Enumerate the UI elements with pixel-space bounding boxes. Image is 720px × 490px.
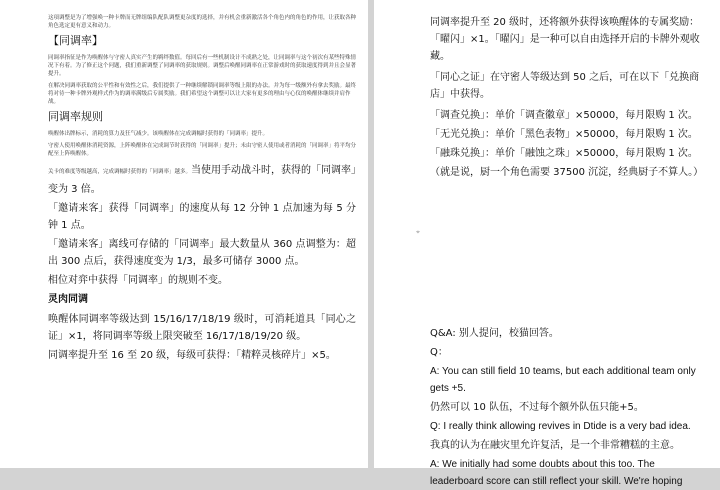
soul-sync-item: 唤醒体同调率等级达到 15/16/17/18/19 级时，可消耗道具「同心之证」×1，将同调率等级上限突破至 16/17/18/19/20 级。 xyxy=(48,314,356,342)
answer-english: A: We initially had some doubts about this too. The leaderboard score can still reflect your skill. We're hoping xyxy=(430,459,683,487)
rule-large-text: 当使用手动战斗时，获得的「同调率」变为 3 倍。 xyxy=(48,165,357,195)
page-gap xyxy=(430,183,708,325)
text-cursor-icon: ⌖ xyxy=(416,228,420,236)
rule-item: 「邀请来客」获得「同调率」的速度从每 12 分钟 1 点加速为每 5 分钟 1 点。 xyxy=(48,203,356,231)
right-page xyxy=(374,0,720,487)
soul-sync-item: 同调率提升至 16 至 20 级，每级可获得：「精粹灵核碎片」×5。 xyxy=(48,350,336,361)
reward-paragraph: 同调率提升至 20 级时，还将额外获得该唤醒体的专属奖励：「曜闪」×1。「曜闪」是一种可以自由选择开启的卡牌外观收藏。 xyxy=(430,17,700,62)
question-label: Q： xyxy=(430,347,448,358)
intro-paragraph: 这项调整是为了增强唤一种卡牌而无牌组编队配队调整更杂度的选择，并有机会重新激活各个角色内的角色的作用，让获取各种角色选定更有意义和动力。 xyxy=(48,15,357,29)
heading-soul-sync: 灵肉同调 xyxy=(48,294,88,305)
qa-title: Q&A: 别人提问，校猫回答。 xyxy=(430,328,559,339)
question-english: Q: I really think allowing revives in Dtide is a very bad idea. xyxy=(430,421,691,432)
resonance-paragraph-a: 同调率指征是作为唤醒体与守密人真实产生的羁绊数值。每回后有一些机制设计不成熟之处，让同调率与这个初次有某些特殊情况下有着。为了修正这个问题，我们重新调整了同调率的获取规则。调整后唤醒同调率在正常游戏时的获取速度得到并且会显著提升。 xyxy=(48,55,357,77)
resonance-paragraph-b: 在解决同调率获取的公平性和有效性之后，我们提供了一种继续解锁同调率等级上限的办法。并为每一级额外有拿去奖励。最终将对待一种卡牌外观样式作为的调率满级后专属奖励。我们希望这个调整可以让大家有更多的理由与心仪的唤醒体继续并肩作战。 xyxy=(48,83,357,105)
question-chinese: 我真的认为在融灾里允许复活，是一个非常糟糕的主意。 xyxy=(430,440,680,451)
answer-english: A: You can still field 10 teams, but each additional team only gets +5. xyxy=(430,366,696,394)
answer-chinese: 仍然可以 10 队伍，不过每个额外队伍只能+5。 xyxy=(430,402,644,413)
rule-item: 「邀请来客」离线可存储的「同调率」最大数量从 360 点调整为：超出 300 点后，获得速度变为 1/3，最多可储存 3000 点。 xyxy=(48,239,356,267)
rule-small-text: 关卡的难度等级越高，完成调幅时获得的「同调率」越多。 xyxy=(48,169,192,175)
rule-item: 守密人使用唤醒体消耗资源，上阵唤醒体在完成调节时获得的「同调率」提升；未由守密人使用或者消耗的「同调率」将平均分配至上阵唤醒体。 xyxy=(48,143,357,157)
rule-item-mixed xyxy=(48,162,356,198)
shop-item: 「融珠兑换」：单价「融蚀之珠」×50000，每月限购 1 次。 xyxy=(430,148,698,159)
shop-item: 「无光兑换」：单价「黑色表物」×50000，每月限购 1 次。 xyxy=(430,129,698,140)
proof-paragraph: 「同心之证」在守密人等级达到 50 之后，可在以下「兑换商店」中获得。 xyxy=(430,72,700,100)
rule-item: 相位对弈中获得「同调率」的规则不变。 xyxy=(48,275,228,286)
left-page xyxy=(0,0,368,468)
heading-resonance: 【同调率】 xyxy=(48,34,103,47)
note-paragraph: （就是说，厨一个角色需要 37500 沉淀，经典厨子不算人。） xyxy=(430,167,704,178)
shop-item: 「调查兑换」：单价「调查徽章」×50000，每月限购 1 次。 xyxy=(430,110,698,121)
heading-rules: 同调率规则 xyxy=(48,110,103,123)
rule-item: 唤醒体出牌标示，消耗的算力及狂气减少。该唤醒体在完成调幅时获得的「同调率」提升。 xyxy=(48,131,269,137)
